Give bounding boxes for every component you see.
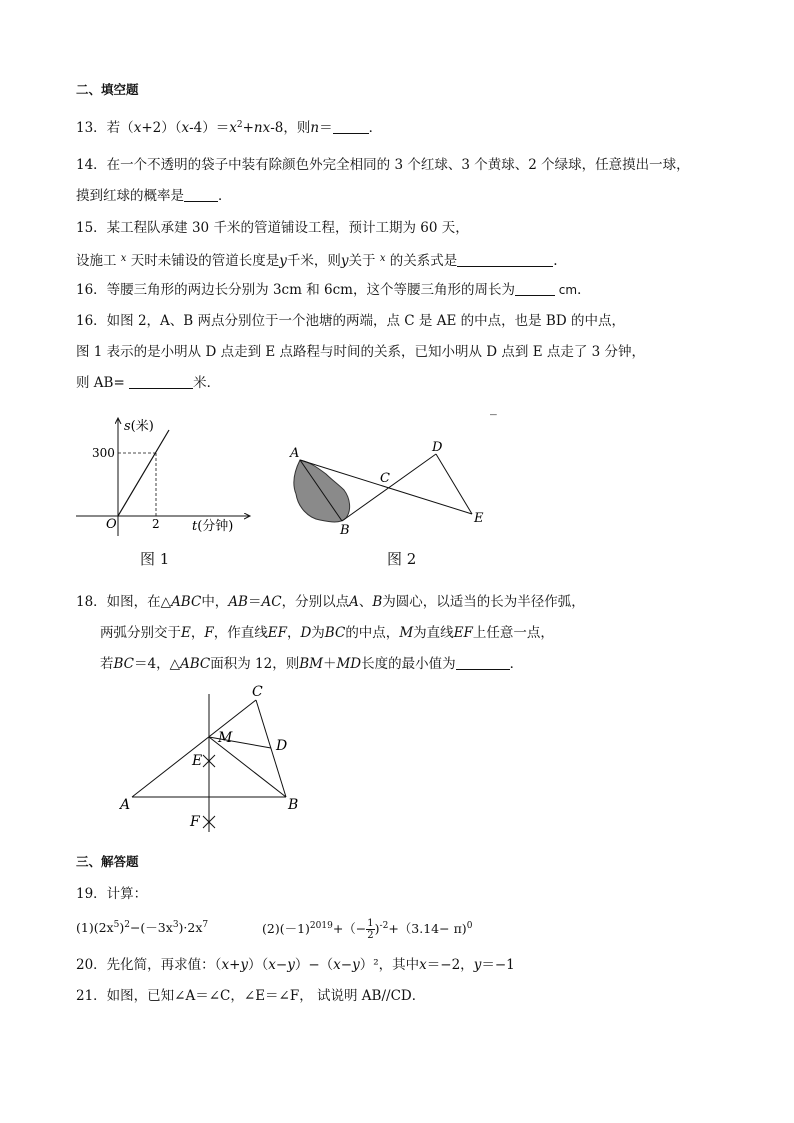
point-B-label: B xyxy=(288,797,299,813)
y-tick-300: 300 xyxy=(92,446,115,460)
question-21: 21．如图，已知∠A＝∠C，∠E＝∠F， 试说明 AB//CD． xyxy=(76,988,426,1004)
section-title-fill-blank: 二、填空题 xyxy=(76,82,139,97)
figure-2-pond xyxy=(280,432,500,542)
question-20: 20．先化简，再求值：（x+y）（x−y）−（x−y）²，其中x＝−2，y＝−1 xyxy=(76,957,515,973)
fraction-half: $\frac{1}{2}$ xyxy=(367,918,374,941)
point-F-label: F xyxy=(190,814,200,830)
segment-DE xyxy=(436,454,472,514)
question-18-line1: 18．如图，在△ABC中，AB＝AC，分别以点A、B为圆心，以适当的长为半径作弧， xyxy=(76,594,585,610)
y-axis-label: s(米) xyxy=(124,419,154,434)
x-axis-label: t(分钟) xyxy=(192,519,234,534)
question-16b-line2: 图 1 表示的是小明从 D 点走到 E 点路程与时间的关系，已知小明从 D 点到 E 点走了 3 分钟， xyxy=(76,344,646,360)
answer-blank-16a[interactable] xyxy=(515,281,555,296)
answer-blank-15[interactable] xyxy=(457,252,553,267)
point-E-label: E xyxy=(474,511,484,526)
question-16b-line3: 则 AB= 米． xyxy=(76,375,221,391)
question-14-line2: 摸到红球的概率是 ． xyxy=(76,188,232,204)
point-A-label: A xyxy=(290,446,300,461)
question-18-line2: 两弧分别交于E，F，作直线EF，D为BC的中点，M为直线EF上任意一点， xyxy=(100,625,554,641)
stray-dash: _ xyxy=(490,400,497,416)
answer-blank-18[interactable] xyxy=(456,655,510,670)
point-D-label: D xyxy=(432,440,443,455)
question-13: 13．若$(x+2)(x-4)=x^2+nx-8$，则n＝ ． xyxy=(76,120,383,136)
segment-BD xyxy=(342,454,436,521)
figure-1-graph xyxy=(70,412,270,542)
origin-label: O xyxy=(106,517,117,532)
point-E-label: E xyxy=(192,753,203,769)
question-15-line2: 设施工 $^x$ 天时未铺设的管道长度是y千米，则y关于 $^x$ 的关系式是 . xyxy=(76,253,558,269)
point-B-label: B xyxy=(340,523,350,538)
question-14-line1: 14．在一个不透明的袋子中装有除颜色外完全相同的 3 个红球、3 个黄球、2 个绿球，任意摸出一球， xyxy=(76,157,690,173)
point-C-label: C xyxy=(380,471,390,486)
answer-blank-13[interactable] xyxy=(333,119,369,134)
point-C-label: C xyxy=(252,684,263,700)
answer-blank-16b[interactable] xyxy=(129,374,193,389)
figure-3-triangle xyxy=(110,682,320,837)
question-19-part1: $(1)(2x^5)^2-(-3x^3)\cdot 2x^7$ xyxy=(76,920,209,935)
point-D-label: D xyxy=(276,738,288,754)
question-18-line3: 若BC＝4，△ABC面积为 12，则BM＋MD长度的最小值为 ． xyxy=(100,656,524,672)
question-15-line1: 15．某工程队承建 30 千米的管道铺设工程，预计工期为 60 天， xyxy=(76,220,469,236)
question-16b-line1: 16．如图 2，A、B 两点分别位于一个池塘的两端，点 C 是 AE 的中点，也是 BD 的中点， xyxy=(76,313,625,329)
answer-blank-14[interactable] xyxy=(184,187,218,202)
x-tick-2: 2 xyxy=(152,517,160,531)
question-19: 19．计算： xyxy=(76,886,148,902)
figure-1-caption: 图 1 xyxy=(140,550,170,568)
distance-line xyxy=(118,430,169,516)
point-M-label: M xyxy=(218,730,233,746)
side-AC xyxy=(132,700,256,797)
question-19-part2: $(2)(-1)^{2019}+(-$ $\frac{1}{2}$ )$^{-2}$+（3.14− π)$^0$ xyxy=(262,918,473,941)
segment-MB xyxy=(209,737,286,797)
point-A-label: A xyxy=(120,797,131,813)
section-title-solve: 三、解答题 xyxy=(76,854,139,869)
figure-2-caption: 图 2 xyxy=(387,550,417,568)
question-16a: 16．等腰三角形的两边长分别为 3cm 和 6cm，这个等腰三角形的周长为 cm． xyxy=(76,282,591,298)
